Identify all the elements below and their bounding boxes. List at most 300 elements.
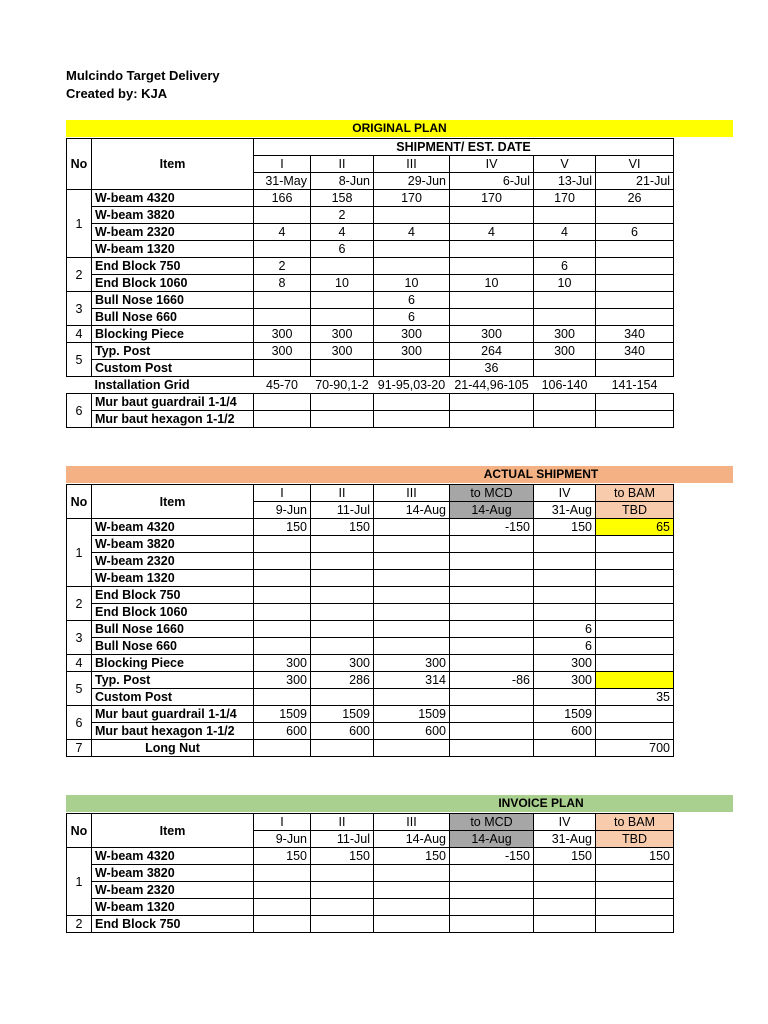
value-cell: 170 — [450, 190, 534, 207]
table-row — [67, 241, 674, 258]
value-cell: 4 — [254, 224, 311, 241]
value-cell — [374, 553, 450, 570]
item-name: End Block 750 — [92, 916, 254, 933]
value-cell: 170 — [534, 190, 596, 207]
table-row — [67, 587, 674, 604]
table-row — [67, 689, 674, 706]
value-cell — [450, 621, 534, 638]
value-cell: 4 — [534, 224, 596, 241]
item-name: W-beam 1320 — [92, 570, 254, 587]
value-cell: 300 — [534, 326, 596, 343]
row-number: 5 — [67, 343, 92, 377]
invoice-plan-table — [66, 813, 674, 933]
value-cell: 600 — [254, 723, 311, 740]
item-name: Bull Nose 1660 — [92, 621, 254, 638]
value-cell: 91-95,03-20 — [377, 378, 446, 392]
value-cell — [374, 360, 450, 377]
value-cell — [596, 394, 674, 411]
value-cell — [374, 207, 450, 224]
shipment-head: to BAM — [596, 485, 674, 502]
table-row — [67, 207, 674, 224]
item-name: Bull Nose 660 — [92, 309, 254, 326]
value-cell: 150 — [534, 519, 596, 536]
col-item-header: Item — [92, 814, 254, 848]
value-cell — [254, 638, 311, 655]
value-cell: 4 — [374, 224, 450, 241]
row-number: 5 — [67, 672, 92, 706]
value-cell: 26 — [596, 190, 674, 207]
value-cell: 150 — [311, 848, 374, 865]
value-cell — [311, 882, 374, 899]
table-row — [67, 638, 674, 655]
shipment-date: 14-Aug — [450, 502, 534, 519]
row-number: 6 — [67, 706, 92, 740]
value-cell: 6 — [596, 224, 674, 241]
value-cell — [374, 865, 450, 882]
item-name: Blocking Piece — [92, 326, 254, 343]
value-cell: 300 — [374, 343, 450, 360]
value-cell — [311, 553, 374, 570]
value-cell — [596, 241, 674, 258]
value-cell: 106-140 — [541, 378, 588, 392]
value-cell: 150 — [596, 848, 674, 865]
row-number — [67, 377, 92, 394]
actual-shipment-title: ACTUAL SHIPMENT — [483, 467, 599, 481]
item-name: Custom Post — [92, 689, 254, 706]
value-cell — [534, 360, 596, 377]
value-cell — [450, 241, 534, 258]
value-cell: 286 — [311, 672, 374, 689]
value-cell: 6 — [534, 258, 596, 275]
actual-shipment-table — [66, 484, 674, 757]
table-row — [67, 916, 674, 933]
item-name: Typ. Post — [92, 343, 254, 360]
shipment-date-header: SHIPMENT/ EST. DATE — [254, 139, 674, 156]
table-row — [67, 343, 674, 360]
item-name: W-beam 2320 — [92, 553, 254, 570]
table-row — [67, 309, 674, 326]
table-row — [67, 224, 674, 241]
table-row — [67, 275, 674, 292]
row-number: 6 — [67, 394, 92, 428]
value-cell — [596, 706, 674, 723]
value-cell — [450, 706, 534, 723]
value-cell — [596, 309, 674, 326]
table-row — [67, 604, 674, 621]
row-number: 7 — [67, 740, 92, 757]
value-cell — [374, 519, 450, 536]
value-cell — [311, 292, 374, 309]
shipment-head: I — [254, 485, 311, 502]
value-cell — [254, 292, 311, 309]
value-cell — [311, 689, 374, 706]
value-cell: 2 — [254, 258, 311, 275]
item-name: W-beam 2320 — [92, 224, 254, 241]
value-cell — [254, 740, 311, 757]
table-row — [67, 536, 674, 553]
value-cell: 170 — [374, 190, 450, 207]
value-cell: 4 — [311, 224, 374, 241]
value-cell — [534, 899, 596, 916]
shipment-head: IV — [534, 814, 596, 831]
value-cell: 150 — [534, 848, 596, 865]
value-cell — [534, 689, 596, 706]
value-cell: 300 — [534, 655, 596, 672]
shipment-number: VI — [596, 156, 674, 173]
shipment-date: 29-Jun — [374, 173, 450, 190]
value-cell: 6 — [534, 621, 596, 638]
shipment-date: 31-May — [254, 173, 311, 190]
item-name: Custom Post — [92, 360, 254, 377]
value-cell — [450, 553, 534, 570]
table-row — [67, 740, 674, 757]
table-row — [67, 621, 674, 638]
item-name: W-beam 3820 — [92, 536, 254, 553]
item-name: Blocking Piece — [92, 655, 254, 672]
value-cell — [374, 604, 450, 621]
value-cell — [311, 536, 374, 553]
actual-shipment-band — [66, 466, 733, 483]
value-cell: 10 — [311, 275, 374, 292]
value-cell — [596, 672, 674, 689]
value-cell: 45-70 — [266, 378, 298, 392]
value-cell — [534, 604, 596, 621]
value-cell: 10 — [374, 275, 450, 292]
value-cell — [450, 723, 534, 740]
value-cell: 264 — [450, 343, 534, 360]
value-cell: 300 — [374, 655, 450, 672]
value-cell — [596, 553, 674, 570]
shipment-number: I — [254, 156, 311, 173]
original-plan-band — [66, 120, 733, 137]
value-cell — [596, 638, 674, 655]
value-cell — [596, 570, 674, 587]
value-cell — [374, 258, 450, 275]
value-cell — [596, 865, 674, 882]
value-cell — [596, 411, 674, 428]
value-cell: 141-154 — [611, 378, 658, 392]
value-cell: 300 — [534, 343, 596, 360]
value-cell — [450, 689, 534, 706]
value-cell — [374, 241, 450, 258]
value-cell: 300 — [534, 672, 596, 689]
value-cell — [450, 309, 534, 326]
created-by: Created by: KJA — [66, 86, 168, 101]
shipment-date: 31-Aug — [534, 502, 596, 519]
row-number: 3 — [67, 292, 92, 326]
value-cell: 300 — [254, 655, 311, 672]
table-row — [67, 723, 674, 740]
value-cell — [450, 258, 534, 275]
item-name: W-beam 3820 — [92, 865, 254, 882]
value-cell — [374, 411, 450, 428]
value-cell — [450, 638, 534, 655]
row-number: 1 — [67, 190, 92, 258]
table-row — [67, 258, 674, 275]
shipment-head: IV — [534, 485, 596, 502]
value-cell — [534, 916, 596, 933]
item-name: Mur baut hexagon 1-1/2 — [92, 411, 254, 428]
shipment-head: to MCD — [450, 485, 534, 502]
value-cell — [254, 882, 311, 899]
value-cell — [596, 655, 674, 672]
table-row — [67, 570, 674, 587]
value-cell: 300 — [450, 326, 534, 343]
shipment-number: III — [374, 156, 450, 173]
value-cell: -86 — [450, 672, 534, 689]
item-name: Mur baut guardrail 1-1/4 — [92, 394, 254, 411]
item-name: Typ. Post — [92, 672, 254, 689]
value-cell — [374, 740, 450, 757]
value-cell: 300 — [374, 326, 450, 343]
shipment-number: II — [311, 156, 374, 173]
item-name: W-beam 4320 — [92, 190, 254, 207]
value-cell: 300 — [311, 343, 374, 360]
value-cell — [254, 604, 311, 621]
value-cell: 6 — [311, 241, 374, 258]
value-cell — [534, 882, 596, 899]
value-cell — [254, 536, 311, 553]
invoice-plan-band — [66, 795, 733, 812]
value-cell — [450, 899, 534, 916]
value-cell — [534, 865, 596, 882]
row-number: 1 — [67, 519, 92, 587]
table-row — [67, 377, 674, 394]
value-cell: 300 — [311, 326, 374, 343]
row-number: 4 — [67, 655, 92, 672]
shipment-date: 14-Aug — [374, 831, 450, 848]
table-row — [67, 519, 674, 536]
value-cell: 300 — [311, 655, 374, 672]
value-cell — [254, 360, 311, 377]
value-cell — [374, 621, 450, 638]
value-cell — [534, 241, 596, 258]
item-name: End Block 1060 — [92, 275, 254, 292]
value-cell: 6 — [534, 638, 596, 655]
shipment-head: to MCD — [450, 814, 534, 831]
table-row — [67, 848, 674, 865]
col-no-header: No — [67, 139, 92, 190]
value-cell — [534, 740, 596, 757]
value-cell — [596, 604, 674, 621]
value-cell: 150 — [254, 848, 311, 865]
value-cell — [254, 587, 311, 604]
table-row — [67, 326, 674, 343]
value-cell: 6 — [374, 309, 450, 326]
value-cell — [450, 292, 534, 309]
value-cell — [450, 587, 534, 604]
value-cell: 700 — [596, 740, 674, 757]
col-no-header: No — [67, 485, 92, 519]
row-number: 4 — [67, 326, 92, 343]
shipment-date: 13-Jul — [534, 173, 596, 190]
value-cell — [254, 621, 311, 638]
shipment-head: I — [254, 814, 311, 831]
item-name: End Block 750 — [92, 258, 254, 275]
value-cell: 1509 — [374, 706, 450, 723]
value-cell: 2 — [311, 207, 374, 224]
item-name: Mur baut guardrail 1-1/4 — [92, 706, 254, 723]
item-name: Bull Nose 660 — [92, 638, 254, 655]
value-cell: 6 — [374, 292, 450, 309]
shipment-date: 14-Aug — [450, 831, 534, 848]
value-cell — [450, 570, 534, 587]
value-cell: 300 — [254, 672, 311, 689]
value-cell — [596, 207, 674, 224]
value-cell: 600 — [311, 723, 374, 740]
shipment-number: IV — [450, 156, 534, 173]
value-cell — [596, 882, 674, 899]
value-cell — [311, 587, 374, 604]
value-cell: 300 — [254, 326, 311, 343]
value-cell: 4 — [450, 224, 534, 241]
shipment-date: 8-Jun — [311, 173, 374, 190]
value-cell — [254, 241, 311, 258]
value-cell: 600 — [374, 723, 450, 740]
table-row — [67, 706, 674, 723]
item-name: W-beam 1320 — [92, 899, 254, 916]
sheet-title: Mulcindo Target Delivery — [66, 68, 220, 83]
original-plan-table — [66, 138, 674, 428]
item-name: Bull Nose 1660 — [92, 292, 254, 309]
value-cell — [596, 258, 674, 275]
table-row — [67, 655, 674, 672]
value-cell — [311, 394, 374, 411]
table-row — [67, 394, 674, 411]
value-cell: 150 — [254, 519, 311, 536]
value-cell — [450, 536, 534, 553]
value-cell — [596, 723, 674, 740]
value-cell — [254, 394, 311, 411]
value-cell: 1509 — [254, 706, 311, 723]
item-name: W-beam 2320 — [92, 882, 254, 899]
value-cell — [374, 916, 450, 933]
value-cell — [254, 207, 311, 224]
value-cell — [596, 916, 674, 933]
table-row — [67, 292, 674, 309]
item-name: W-beam 3820 — [92, 207, 254, 224]
value-cell — [534, 394, 596, 411]
value-cell: 65 — [596, 519, 674, 536]
value-cell — [254, 553, 311, 570]
header-row — [67, 814, 674, 831]
row-number: 3 — [67, 621, 92, 655]
table-row — [67, 899, 674, 916]
value-cell — [374, 536, 450, 553]
value-cell — [254, 570, 311, 587]
value-cell — [450, 740, 534, 757]
shipment-number: V — [534, 156, 596, 173]
value-cell — [311, 360, 374, 377]
item-name: W-beam 4320 — [92, 519, 254, 536]
value-cell — [311, 899, 374, 916]
shipment-date: 9-Jun — [254, 831, 311, 848]
value-cell: 21-44,96-105 — [454, 378, 529, 392]
value-cell: 166 — [254, 190, 311, 207]
value-cell — [534, 411, 596, 428]
shipment-date: 14-Aug — [374, 502, 450, 519]
value-cell: 300 — [254, 343, 311, 360]
value-cell: -150 — [450, 848, 534, 865]
value-cell — [534, 553, 596, 570]
value-cell: 150 — [374, 848, 450, 865]
shipment-date: 31-Aug — [534, 831, 596, 848]
value-cell — [450, 411, 534, 428]
value-cell — [596, 536, 674, 553]
invoice-plan-title: INVOICE PLAN — [498, 796, 584, 810]
value-cell: 340 — [596, 343, 674, 360]
value-cell — [596, 899, 674, 916]
value-cell — [450, 655, 534, 672]
value-cell: 1509 — [311, 706, 374, 723]
original-plan-title: ORIGINAL PLAN — [352, 121, 447, 135]
shipment-head: to BAM — [596, 814, 674, 831]
value-cell — [374, 899, 450, 916]
value-cell — [596, 275, 674, 292]
row-number: 2 — [67, 587, 92, 621]
shipment-date: TBD — [596, 502, 674, 519]
value-cell — [450, 916, 534, 933]
value-cell — [311, 604, 374, 621]
shipment-head: II — [311, 814, 374, 831]
row-number: 2 — [67, 916, 92, 933]
value-cell: 10 — [534, 275, 596, 292]
value-cell — [450, 865, 534, 882]
item-name: W-beam 4320 — [92, 848, 254, 865]
shipment-head: III — [374, 485, 450, 502]
value-cell — [374, 394, 450, 411]
value-cell: 314 — [374, 672, 450, 689]
col-item-header: Item — [92, 139, 254, 190]
value-cell — [311, 740, 374, 757]
table-row — [67, 190, 674, 207]
value-cell — [450, 604, 534, 621]
item-name: W-beam 1320 — [92, 241, 254, 258]
shipment-date: 11-Jul — [311, 831, 374, 848]
value-cell — [311, 638, 374, 655]
shipment-date: TBD — [596, 831, 674, 848]
row-number: 1 — [67, 848, 92, 916]
value-cell — [534, 536, 596, 553]
value-cell — [374, 638, 450, 655]
value-cell — [374, 587, 450, 604]
value-cell — [374, 882, 450, 899]
value-cell — [254, 865, 311, 882]
shipment-date: 11-Jul — [311, 502, 374, 519]
header-row — [67, 485, 674, 502]
table-row — [67, 865, 674, 882]
col-item-header: Item — [92, 485, 254, 519]
item-name: End Block 750 — [92, 587, 254, 604]
value-cell: 36 — [450, 360, 534, 377]
value-cell — [254, 411, 311, 428]
value-cell: 600 — [534, 723, 596, 740]
table-row — [67, 553, 674, 570]
value-cell — [254, 916, 311, 933]
value-cell — [534, 207, 596, 224]
value-cell — [596, 292, 674, 309]
value-cell: 158 — [311, 190, 374, 207]
value-cell: -150 — [450, 519, 534, 536]
value-cell — [254, 309, 311, 326]
value-cell — [254, 899, 311, 916]
shipment-head: II — [311, 485, 374, 502]
value-cell — [596, 360, 674, 377]
value-cell — [450, 882, 534, 899]
shipment-date: 6-Jul — [450, 173, 534, 190]
value-cell: 35 — [596, 689, 674, 706]
value-cell — [311, 411, 374, 428]
